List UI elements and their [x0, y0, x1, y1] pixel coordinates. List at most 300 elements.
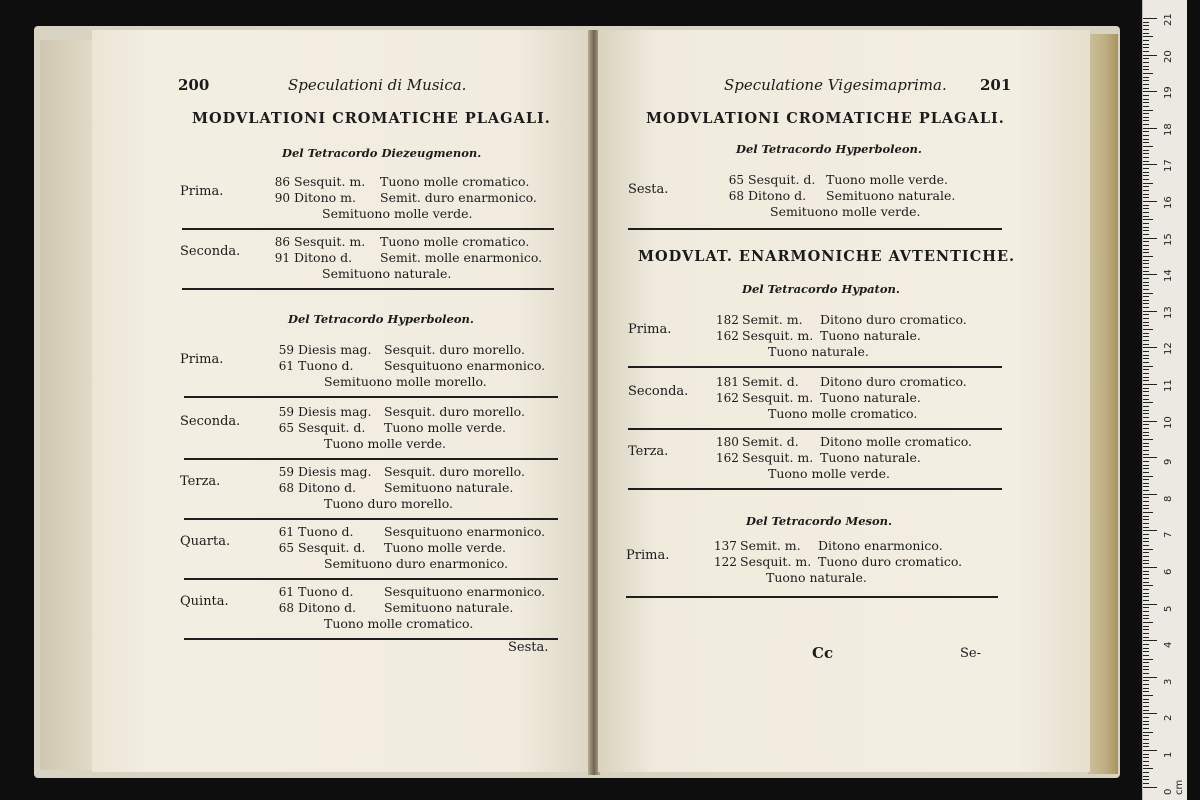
ruler-minor-tick [1143, 260, 1149, 261]
ruler-label: 8 [1163, 495, 1174, 502]
interval-number: 137 [714, 539, 737, 553]
entry-row [268, 234, 530, 249]
ruler-minor-tick [1143, 501, 1149, 502]
ruler-minor-tick [1143, 765, 1149, 766]
ruler-minor-tick [1143, 446, 1149, 447]
ruler-label: 5 [1163, 605, 1174, 612]
entry-label: Prima. [626, 548, 670, 563]
interval-name: Sesquit. m. [742, 450, 814, 465]
ruler-minor-tick [1143, 285, 1149, 286]
running-head: Speculationi di Musica. [288, 76, 467, 94]
ruler-minor-tick [1143, 578, 1149, 579]
page-number: 201 [980, 76, 1012, 94]
ruler-minor-tick [1143, 33, 1149, 34]
ruler-minor-tick [1143, 355, 1149, 356]
interval-number: 68 [278, 601, 294, 615]
section-subtitle: Del Tetracordo Hyperboleon. [736, 142, 922, 156]
ruler-minor-tick [1143, 468, 1149, 469]
interval-name: Semit. d. [742, 434, 799, 449]
interval-result: Sesquituono enarmonico. [384, 584, 546, 599]
ruler-minor-tick [1143, 538, 1149, 539]
entry-row [722, 188, 956, 203]
ruler-minor-tick [1143, 120, 1149, 121]
ruler-minor-tick [1143, 80, 1149, 81]
ruler-minor-tick [1143, 58, 1149, 59]
ruler-minor-tick [1143, 263, 1149, 264]
entry-result: Semituono molle verde. [322, 206, 473, 221]
ruler-minor-tick [1143, 271, 1149, 272]
ruler-tick [1143, 128, 1157, 129]
entry-label: Seconda. [628, 384, 689, 399]
ruler-minor-tick [1143, 245, 1149, 246]
page-stack-left [40, 40, 100, 770]
ruler-minor-tick [1143, 768, 1153, 769]
ruler-minor-tick [1143, 369, 1149, 370]
interval-result: Sesquituono enarmonico. [384, 358, 546, 373]
ruler-tick [1143, 55, 1157, 56]
ruler-minor-tick [1143, 541, 1149, 542]
interval-number: 68 [728, 189, 744, 203]
ruler-minor-tick [1143, 219, 1153, 220]
ruler-minor-tick [1143, 637, 1149, 638]
interval-number: 61 [278, 585, 294, 599]
ruler-minor-tick [1143, 77, 1149, 78]
section-rule [184, 638, 558, 640]
ruler-minor-tick [1143, 659, 1153, 660]
ruler-label: 21 [1163, 13, 1174, 26]
ruler-tick [1143, 164, 1157, 165]
interval-name: Sesquit. d. [298, 420, 366, 435]
interval-name: Sesquit. m. [294, 234, 366, 249]
ruler-label: 11 [1163, 379, 1174, 392]
ruler-minor-tick [1143, 150, 1149, 151]
ruler-minor-tick [1143, 673, 1149, 674]
interval-name: Ditono d. [298, 480, 357, 495]
interval-number: 59 [278, 465, 294, 479]
interval-number: 91 [274, 251, 290, 265]
interval-name: Sesquit. m. [742, 390, 814, 405]
entry-row [716, 312, 967, 327]
ruler-minor-tick [1143, 131, 1149, 132]
ruler-minor-tick [1143, 172, 1149, 173]
ruler-minor-tick [1143, 395, 1149, 396]
interval-name: Sesquit. d. [298, 540, 366, 555]
entry-result: Tuono naturale. [766, 570, 867, 585]
interval-result: Ditono molle cromatico. [820, 434, 972, 449]
ruler-label: 7 [1163, 532, 1174, 539]
ruler-minor-tick [1143, 314, 1149, 315]
page-stack-right [1088, 34, 1118, 774]
ruler-minor-tick [1143, 293, 1153, 294]
entry-result: Tuono naturale. [768, 344, 869, 359]
ruler-minor-tick [1143, 40, 1149, 41]
ruler-minor-tick [1143, 717, 1149, 718]
ruler-minor-tick [1143, 574, 1149, 575]
interval-number: 65 [278, 541, 294, 555]
ruler-minor-tick [1143, 519, 1149, 520]
ruler-minor-tick [1143, 344, 1149, 345]
left-page [92, 30, 590, 772]
entry-row [268, 250, 543, 265]
ruler-minor-tick [1143, 552, 1149, 553]
ruler-minor-tick [1143, 607, 1149, 608]
ruler-minor-tick [1143, 633, 1149, 634]
section-rule [628, 488, 1002, 490]
ruler-minor-tick [1143, 735, 1149, 736]
ruler-minor-tick [1143, 161, 1149, 162]
ruler-minor-tick [1143, 44, 1149, 45]
entry-result: Tuono duro morello. [324, 496, 454, 511]
ruler-minor-tick [1143, 190, 1149, 191]
ruler-minor-tick [1143, 230, 1149, 231]
interval-result: Sesquit. duro morello. [384, 342, 525, 357]
entry-label: Sesta. [628, 182, 669, 197]
ruler-label: 2 [1163, 715, 1174, 722]
ruler-minor-tick [1143, 486, 1149, 487]
interval-result: Tuono molle cromatico. [380, 234, 530, 249]
ruler-tick [1143, 274, 1157, 275]
ruler-tick [1143, 750, 1157, 751]
section-rule [182, 288, 554, 290]
section-rule [182, 228, 554, 230]
entry-label: Quinta. [180, 594, 229, 609]
interval-number: 61 [278, 359, 294, 373]
ruler-minor-tick [1143, 644, 1149, 645]
ruler-minor-tick [1143, 102, 1149, 103]
section-rule [628, 366, 1002, 368]
ruler-minor-tick [1143, 728, 1149, 729]
section-subtitle: Del Tetracordo Hypaton. [742, 282, 900, 296]
ruler-label: 15 [1163, 232, 1174, 246]
ruler-minor-tick [1143, 36, 1153, 37]
interval-number: 122 [714, 555, 737, 569]
entry-row [268, 174, 530, 189]
ruler-minor-tick [1143, 234, 1149, 235]
interval-name: Sesquit. m. [740, 554, 812, 569]
ruler-minor-tick [1143, 454, 1149, 455]
ruler-minor-tick [1143, 88, 1149, 89]
entry-row [272, 358, 546, 373]
entry-row [272, 524, 546, 539]
ruler-minor-tick [1143, 706, 1149, 707]
ruler-label: 3 [1163, 678, 1174, 685]
ruler-minor-tick [1143, 593, 1149, 594]
ruler-tick [1143, 201, 1157, 202]
ruler-minor-tick [1143, 695, 1153, 696]
ruler-minor-tick [1143, 157, 1149, 158]
ruler-minor-tick [1143, 99, 1149, 100]
ruler-label: 9 [1163, 458, 1174, 466]
catchword: Se- [960, 646, 981, 661]
ruler-minor-tick [1143, 146, 1153, 147]
entry-row [272, 584, 546, 599]
interval-name: Ditono d. [298, 600, 357, 615]
entry-label: Prima. [180, 184, 224, 199]
interval-name: Ditono d. [748, 188, 807, 203]
ruler-minor-tick [1143, 62, 1149, 63]
ruler-label: 18 [1163, 123, 1174, 136]
ruler-minor-tick [1143, 194, 1149, 195]
ruler-tick [1143, 677, 1157, 678]
ruler-label: 13 [1163, 306, 1174, 319]
interval-result: Tuono naturale. [820, 450, 921, 465]
ruler-minor-tick [1143, 113, 1149, 114]
running-head: Speculatione Vigesimaprima. [724, 76, 947, 94]
ruler-minor-tick [1143, 435, 1149, 436]
ruler-minor-tick [1143, 772, 1149, 773]
ruler-minor-tick [1143, 216, 1149, 217]
interval-number: 86 [274, 235, 290, 249]
interval-name: Semit. m. [740, 538, 801, 553]
ruler-minor-tick [1143, 373, 1149, 374]
entry-result: Tuono molle cromatico. [324, 616, 474, 631]
ruler-minor-tick [1143, 563, 1149, 564]
interval-result: Semituono naturale. [384, 480, 514, 495]
ruler-minor-tick [1143, 333, 1149, 334]
ruler-label: 16 [1163, 196, 1174, 209]
ruler-minor-tick [1143, 680, 1149, 681]
ruler-minor-tick [1143, 358, 1149, 359]
entry-result: Tuono molle verde. [324, 436, 447, 451]
interval-result: Sesquit. duro morello. [384, 464, 525, 479]
entry-result: Tuono molle verde. [768, 466, 891, 481]
interval-name: Semit. d. [742, 374, 799, 389]
ruler-minor-tick [1143, 417, 1149, 418]
ruler-minor-tick [1143, 527, 1149, 528]
ruler-minor-tick [1143, 549, 1153, 550]
interval-number: 68 [278, 481, 294, 495]
ruler-minor-tick [1143, 340, 1149, 341]
ruler-minor-tick [1143, 25, 1149, 26]
ruler-minor-tick [1143, 413, 1149, 414]
page-title: MODVLATIONI CROMATICHE PLAGALI. [646, 110, 1005, 127]
ruler-minor-tick [1143, 322, 1149, 323]
interval-result: Tuono duro cromatico. [818, 554, 963, 569]
interval-number: 59 [278, 343, 294, 357]
section-rule [184, 458, 558, 460]
entry-result: Semituono naturale. [322, 266, 452, 281]
entry-row [716, 434, 972, 449]
ruler-minor-tick [1143, 505, 1149, 506]
entry-row [272, 342, 525, 357]
ruler-minor-tick [1143, 249, 1149, 250]
entry-row [272, 480, 514, 495]
ruler-minor-tick [1143, 380, 1149, 381]
interval-result: Sesquit. duro morello. [384, 404, 525, 419]
signature-mark: Cc [812, 644, 834, 662]
interval-result: Ditono enarmonico. [818, 538, 943, 553]
ruler-label: 20 [1163, 49, 1174, 63]
ruler-minor-tick [1143, 139, 1149, 140]
ruler-minor-tick [1143, 410, 1149, 411]
interval-name: Tuono d. [298, 358, 354, 373]
ruler-minor-tick [1143, 743, 1149, 744]
interval-number: 65 [728, 173, 744, 187]
interval-result: Semituono naturale. [384, 600, 514, 615]
ruler-minor-tick [1143, 556, 1149, 557]
ruler-minor-tick [1143, 483, 1149, 484]
entry-label: Quarta. [180, 534, 231, 549]
entry-result: Semituono molle verde. [770, 204, 921, 219]
ruler-minor-tick [1143, 571, 1149, 572]
ruler-minor-tick [1143, 443, 1149, 444]
section-subtitle: Del Tetracordo Meson. [746, 514, 893, 528]
ruler-minor-tick [1143, 428, 1149, 429]
ruler-label: 6 [1163, 568, 1174, 575]
ruler-minor-tick [1143, 589, 1149, 590]
ruler-minor-tick [1143, 746, 1149, 747]
ruler-tick [1143, 494, 1157, 495]
ruler-minor-tick [1143, 307, 1149, 308]
ruler-minor-tick [1143, 351, 1149, 352]
ruler-minor-tick [1143, 600, 1149, 601]
ruler-minor-tick [1143, 168, 1149, 169]
ruler-minor-tick [1143, 585, 1153, 586]
interval-result: Tuono molle cromatico. [380, 174, 530, 189]
ruler-minor-tick [1143, 252, 1149, 253]
ruler-minor-tick [1143, 212, 1149, 213]
ruler-minor-tick [1143, 629, 1149, 630]
page-number: 200 [178, 76, 210, 94]
entry-row [268, 190, 537, 205]
page-title: MODVLATIONI CROMATICHE PLAGALI. [192, 110, 551, 127]
ruler-label: 4 [1163, 641, 1174, 649]
section-rule [626, 596, 998, 598]
ruler-label: 1 [1163, 751, 1174, 758]
ruler-minor-tick [1143, 739, 1149, 740]
ruler-minor-tick [1143, 197, 1149, 198]
ruler-minor-tick [1143, 490, 1149, 491]
entry-label: Prima. [628, 322, 672, 337]
ruler-minor-tick [1143, 757, 1149, 758]
ruler-minor-tick [1143, 761, 1149, 762]
ruler-minor-tick [1143, 110, 1153, 111]
section-rule [628, 228, 1002, 230]
interval-number: 182 [716, 313, 739, 327]
ruler-minor-tick [1143, 465, 1149, 466]
interval-number: 90 [274, 191, 290, 205]
ruler-minor-tick [1143, 282, 1149, 283]
ruler-minor-tick [1143, 66, 1149, 67]
interval-result: Ditono duro cromatico. [820, 374, 967, 389]
ruler-minor-tick [1143, 205, 1149, 206]
ruler-minor-tick [1143, 289, 1149, 290]
ruler-minor-tick [1143, 512, 1153, 513]
interval-result: Tuono molle verde. [826, 172, 949, 187]
ruler-minor-tick [1143, 325, 1149, 326]
section-subtitle: Del Tetracordo Hyperboleon. [288, 312, 474, 326]
entry-row [272, 600, 514, 615]
ruler-minor-tick [1143, 776, 1149, 777]
ruler-minor-tick [1143, 84, 1149, 85]
interval-result: Tuono naturale. [820, 328, 921, 343]
interval-result: Semit. duro enarmonico. [380, 190, 537, 205]
section-title: MODVLAT. ENARMONICHE AVTENTICHE. [638, 248, 1016, 265]
interval-number: 162 [716, 451, 739, 465]
ruler-minor-tick [1143, 391, 1149, 392]
ruler-minor-tick [1143, 432, 1149, 433]
ruler-minor-tick [1143, 51, 1149, 52]
ruler-minor-tick [1143, 710, 1149, 711]
ruler-minor-tick [1143, 626, 1149, 627]
ruler-minor-tick [1143, 399, 1149, 400]
ruler-minor-tick [1143, 366, 1153, 367]
measuring-ruler [1142, 0, 1187, 800]
ruler-tick [1143, 311, 1157, 312]
ruler-minor-tick [1143, 175, 1149, 176]
section-subtitle: Del Tetracordo Diezeugmenon. [282, 146, 482, 160]
ruler-minor-tick [1143, 523, 1149, 524]
ruler-minor-tick [1143, 691, 1149, 692]
ruler-minor-tick [1143, 439, 1153, 440]
entry-label: Prima. [180, 352, 224, 367]
ruler-minor-tick [1143, 267, 1149, 268]
ruler-label: 0 cm [1163, 779, 1185, 795]
ruler-minor-tick [1143, 479, 1149, 480]
ruler-minor-tick [1143, 256, 1153, 257]
ruler-minor-tick [1143, 22, 1149, 23]
ruler-minor-tick [1143, 699, 1149, 700]
entry-label: Seconda. [180, 244, 241, 259]
ruler-minor-tick [1143, 476, 1153, 477]
entry-row [272, 420, 507, 435]
ruler-minor-tick [1143, 153, 1149, 154]
ruler-minor-tick [1143, 208, 1149, 209]
ruler-minor-tick [1143, 596, 1149, 597]
entry-row [716, 328, 921, 343]
entry-row [716, 450, 921, 465]
ruler-minor-tick [1143, 336, 1149, 337]
ruler-minor-tick [1143, 95, 1149, 96]
ruler-minor-tick [1143, 377, 1149, 378]
ruler-tick [1143, 713, 1157, 714]
interval-result: Semit. molle enarmonico. [380, 250, 543, 265]
entry-label: Seconda. [180, 414, 241, 429]
interval-name: Diesis mag. [298, 464, 372, 479]
interval-name: Sesquit. d. [748, 172, 816, 187]
ruler-minor-tick [1143, 300, 1149, 301]
ruler-minor-tick [1143, 278, 1149, 279]
ruler-minor-tick [1143, 296, 1149, 297]
interval-result: Ditono duro cromatico. [820, 312, 967, 327]
ruler-minor-tick [1143, 362, 1149, 363]
ruler-tick [1143, 530, 1157, 531]
ruler-minor-tick [1143, 47, 1149, 48]
interval-number: 162 [716, 391, 739, 405]
ruler-minor-tick [1143, 497, 1149, 498]
entry-label: Terza. [180, 474, 221, 489]
ruler-minor-tick [1143, 223, 1149, 224]
interval-number: 65 [278, 421, 294, 435]
interval-number: 181 [716, 375, 739, 389]
section-rule [184, 396, 558, 398]
interval-name: Ditono d. [294, 250, 353, 265]
ruler-tick [1143, 604, 1157, 605]
entry-row [272, 540, 507, 555]
ruler-minor-tick [1143, 472, 1149, 473]
interval-name: Diesis mag. [298, 342, 372, 357]
ruler-minor-tick [1143, 135, 1149, 136]
ruler-minor-tick [1143, 318, 1149, 319]
ruler-label: 10 [1163, 415, 1174, 429]
ruler-minor-tick [1143, 545, 1149, 546]
entry-row [272, 464, 525, 479]
entry-row [722, 172, 949, 187]
interval-result: Semituono naturale. [826, 188, 956, 203]
ruler-minor-tick [1143, 655, 1149, 656]
ruler-minor-tick [1143, 402, 1153, 403]
ruler-minor-tick [1143, 241, 1149, 242]
